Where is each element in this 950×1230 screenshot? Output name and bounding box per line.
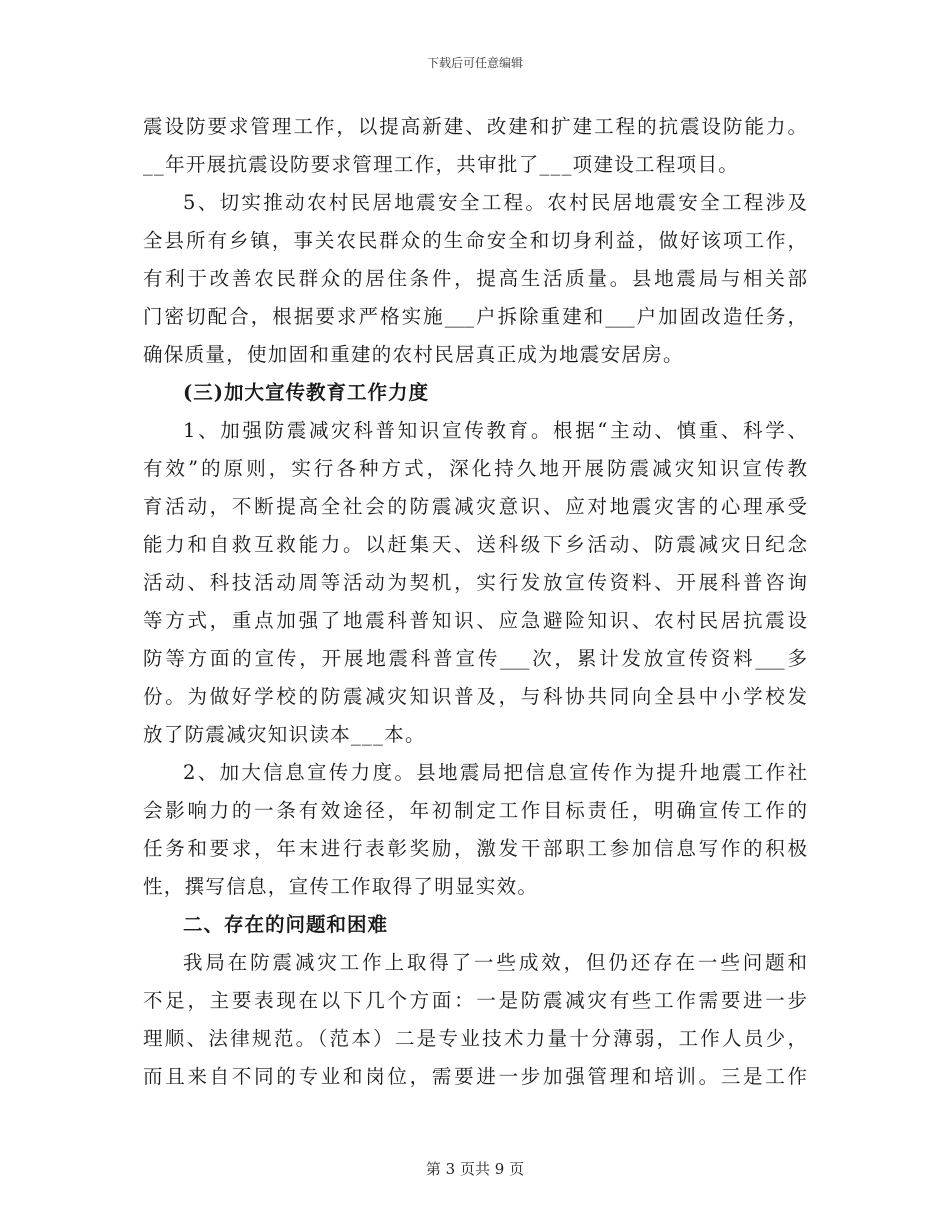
paragraph-line: 门密切配合，根据要求严格实施___户拆除重建和___户加固改造任务，	[143, 305, 807, 328]
paragraph-line: 有利于改善农民群众的居住条件，提高生活质量。县地震局与相关部	[143, 267, 807, 290]
paragraph-line: 活动、科技活动周等活动为契机，实行发放宣传资料、开展科普咨询	[143, 571, 807, 594]
paragraph-line: 而且来自不同的专业和岗位，需要进一步加强管理和培训。三是工作	[143, 1065, 807, 1088]
page-header-note: 下载后可任意编辑	[426, 56, 523, 70]
paragraph-line: 全县所有乡镇，事关农民群众的生命安全和切身利益，做好该项工作，	[143, 229, 807, 252]
document-body	[143, 108, 807, 1096]
paragraph-line: 2、加大信息宣传力度。县地震局把信息宣传作为提升地震工作社	[183, 761, 807, 784]
paragraph-line: 会影响力的一条有效途径，年初制定工作目标责任，明确宣传工作的	[143, 799, 807, 822]
paragraph-line: 能力和自救互救能力。以赶集天、送科级下乡活动、防震减灾日纪念	[143, 533, 807, 556]
paragraph-line: __年开展抗震设防要求管理工作，共审批了___项建设工程项目。	[143, 153, 740, 176]
paragraph-line: 等方式，重点加强了地震科普知识、应急避险知识、农村民居抗震设	[143, 609, 807, 632]
section-heading: 二、存在的问题和困难	[183, 913, 389, 936]
section-heading: (三)加大宣传教育工作力度	[183, 381, 429, 404]
paragraph-line: 份。为做好学校的防震减灾知识普及，与科协共同向全县中小学校发	[143, 685, 807, 708]
paragraph-line: 震设防要求管理工作，以提高新建、改建和扩建工程的抗震设防能力。	[143, 115, 807, 138]
paragraph-line: 放了防震减灾知识读本___本。	[143, 723, 426, 746]
paragraph-line: 我局在防震减灾工作上取得了一些成效，但仍还存在一些问题和	[183, 951, 807, 974]
paragraph-line: 不足，主要表现在以下几个方面：一是防震减灾有些工作需要进一步	[143, 989, 807, 1012]
paragraph-line: 防等方面的宣传，开展地震科普宣传___次，累计发放宣传资料___多	[143, 647, 807, 670]
paragraph-line: 有效”的原则，实行各种方式，深化持久地开展防震减灾知识宣传教	[143, 457, 807, 480]
page-number-footer: 第 3 页共 9 页	[425, 1160, 525, 1178]
paragraph-line: 确保质量，使加固和重建的农村民居真正成为地震安居房。	[143, 343, 684, 366]
paragraph-line: 育活动，不断提高全社会的防震减灾意识、应对地震灾害的心理承受	[143, 495, 807, 518]
paragraph-line: 性，撰写信息，宣传工作取得了明显实效。	[143, 875, 539, 898]
paragraph-line: 理顺、法律规范。（范本）二是专业技术力量十分薄弱，工作人员少，	[143, 1027, 807, 1050]
paragraph-line: 5、切实推动农村民居地震安全工程。农村民居地震安全工程涉及	[183, 191, 807, 214]
paragraph-line: 1、加强防震减灾科普知识宣传教育。根据“主动、慎重、科学、	[183, 419, 807, 442]
paragraph-line: 任务和要求，年末进行表彰奖励，激发干部职工参加信息写作的积极	[143, 837, 807, 860]
